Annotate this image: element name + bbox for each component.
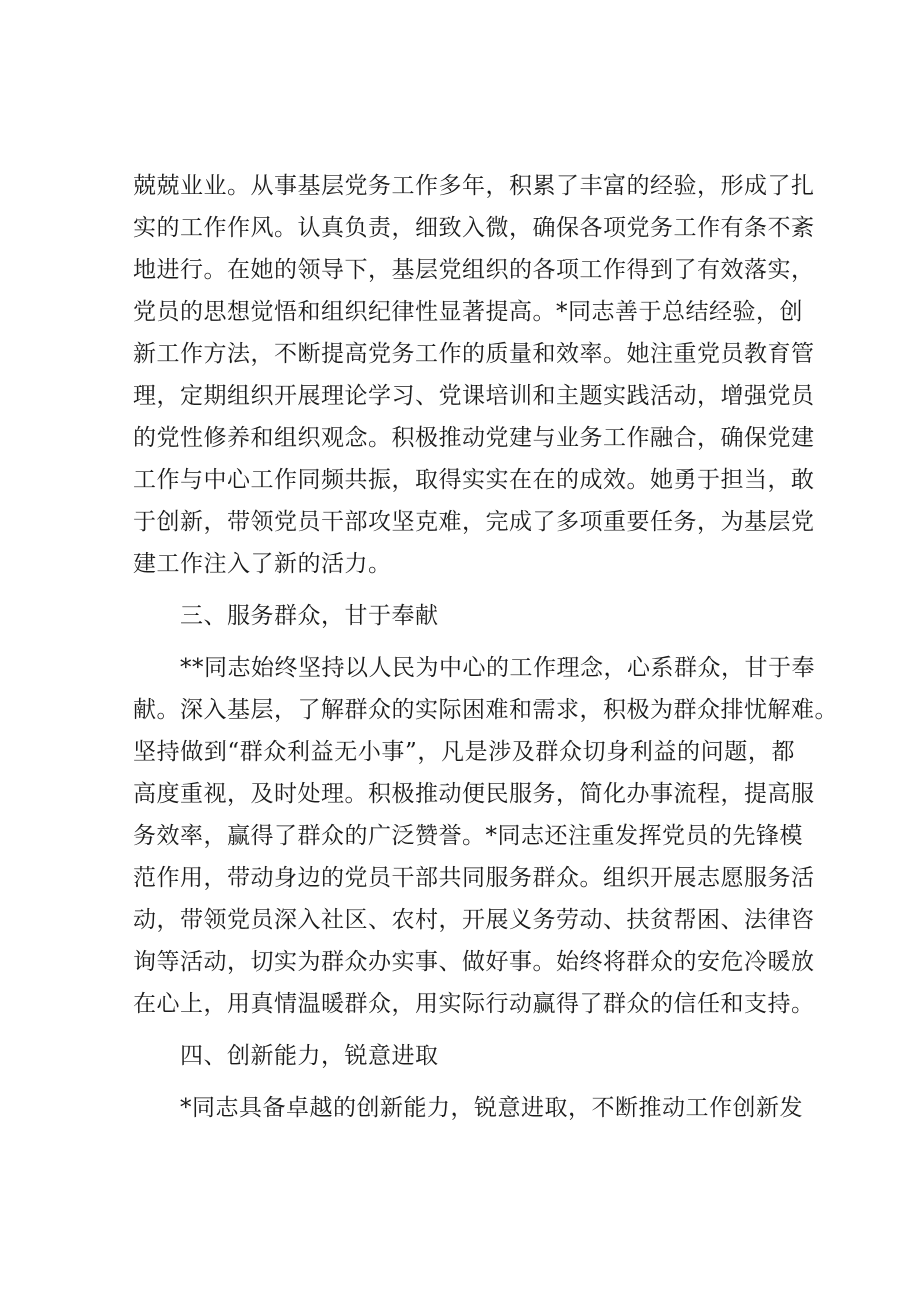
paragraph-line: *同志具备卓越的创新能力，锐意进取，不断推动工作创新发 — [180, 1095, 803, 1121]
paragraph-line: 新工作方法，不断提高党务工作的质量和效率。她注重党员教育管 — [133, 341, 815, 367]
paragraph-line: **同志始终坚持以人民为中心的工作理念，心系群众，甘于奉 — [180, 655, 815, 681]
section-heading-4: 四、创新能力，锐意进取 — [180, 1043, 439, 1069]
paragraph-line: 兢兢业业。从事基层党务工作多年，积累了丰富的经验，形成了扎 — [133, 173, 815, 199]
paragraph-line: 高度重视，及时处理。积极推动便民服务，简化办事流程，提高服 — [133, 781, 815, 807]
section-heading-3: 三、服务群众，甘于奉献 — [180, 603, 439, 629]
paragraph-line: 询等活动，切实为群众办实事、做好事。始终将群众的安危冷暖放 — [133, 949, 815, 975]
paragraph-line: 范作用，带动身边的党员干部共同服务群众。组织开展志愿服务活 — [133, 865, 815, 891]
paragraph-line: 于创新，带领党员干部攻坚克难，完成了多项重要任务，为基层党 — [133, 509, 815, 535]
paragraph-line: 理，定期组织开展理论学习、党课培训和主题实践活动，增强党员 — [133, 383, 815, 409]
paragraph-line: 建工作注入了新的活力。 — [133, 551, 392, 577]
paragraph-line: 实的工作作风。认真负责，细致入微，确保各项党务工作有条不紊 — [133, 215, 815, 241]
paragraph-line: 地进行。在她的领导下，基层党组织的各项工作得到了有效落实， — [133, 257, 815, 283]
paragraph-line: 工作与中心工作同频共振，取得实实在在的成效。她勇于担当，敢 — [133, 467, 815, 493]
paragraph-line: 动，带领党员深入社区、农村，开展义务劳动、扶贫帮困、法律咨 — [133, 907, 815, 933]
paragraph-line: 党员的思想觉悟和组织纪律性显著提高。*同志善于总结经验，创 — [133, 299, 803, 325]
paragraph-line: 的党性修养和组织观念。积极推动党建与业务工作融合，确保党建 — [133, 425, 815, 451]
paragraph-line: 务效率，赢得了群众的广泛赞誉。*同志还注重发挥党员的先锋模 — [133, 823, 803, 849]
paragraph-line: 坚持做到“群众利益无小事”，凡是涉及群众切身利益的问题，都 — [133, 739, 795, 765]
paragraph-line: 献。深入基层，了解群众的实际困难和需求，积极为群众排忧解难。 — [133, 697, 838, 723]
paragraph-line: 在心上，用真情温暖群众，用实际行动赢得了群众的信任和支持。 — [133, 991, 815, 1017]
